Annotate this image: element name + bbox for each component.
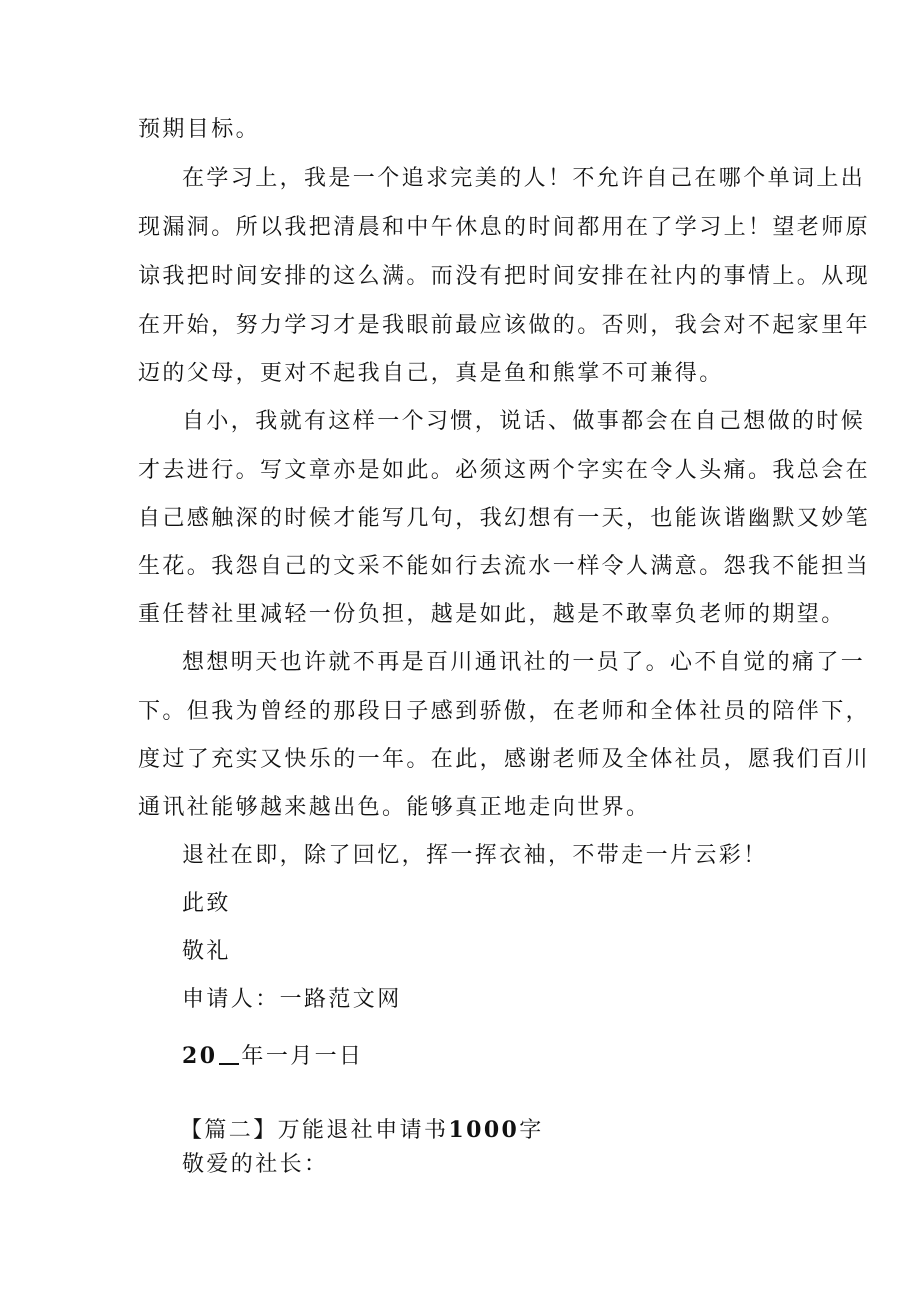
section-title xyxy=(180,1115,840,1146)
paragraph-line: 想想明天也许就不再是百川通讯社的一员了。心不自觉的痛了一 xyxy=(182,650,866,675)
paragraph-line: 谅我把时间安排的这么满。而没有把时间安排在社内的事情上。从现 xyxy=(138,264,871,289)
paragraph-line: 在开始，努力学习才是我眼前最应该做的。否则，我会对不起家里年 xyxy=(138,313,871,338)
section-title-prefix: 【篇二】万能退社申请书 xyxy=(180,1118,449,1143)
closing-line: 敬礼 xyxy=(182,939,231,964)
applicant-line: 申请人：一路范文网 xyxy=(182,987,402,1012)
paragraph-line: 重任替社里减轻一份负担，越是如此，越是不敢辜负老师的期望。 xyxy=(138,602,846,627)
salutation: 敬爱的社长： xyxy=(182,1152,329,1177)
date-blank xyxy=(219,1043,239,1065)
paragraph-line: 生花。我怨自己的文采不能如行去流水一样令人满意。怨我不能担当 xyxy=(138,554,871,579)
paragraph-line: 通讯社能够越来越出色。能够真正地走向世界。 xyxy=(138,795,651,820)
section-title-suffix: 字 xyxy=(519,1118,544,1143)
paragraph-line: 自己感触深的时候才能写几句，我幻想有一天，也能诙谐幽默又妙笔 xyxy=(138,506,871,531)
paragraph-line: 自小，我就有这样一个习惯，说话、做事都会在自己想做的时候 xyxy=(182,409,866,434)
paragraph-line: 现漏洞。所以我把清晨和中午休息的时间都用在了学习上！望老师原 xyxy=(138,215,871,240)
paragraph-line: 才去进行。写文章亦是如此。必须这两个字实在令人头痛。我总会在 xyxy=(138,458,871,483)
date-line xyxy=(182,1041,842,1072)
paragraph-line: 下。但我为曾经的那段日子感到骄傲，在老师和全体社员的陪伴下， xyxy=(138,699,871,724)
paragraph-line: 在学习上，我是一个追求完美的人！不允许自己在哪个单词上出 xyxy=(182,166,866,191)
date-year: 20 xyxy=(182,1043,218,1069)
paragraph-line: 退社在即，除了回忆，挥一挥衣袖，不带走一片云彩！ xyxy=(182,843,768,868)
date-rest: 年一月一日 xyxy=(241,1044,364,1069)
section-title-number: 1000 xyxy=(448,1117,520,1143)
paragraph-line: 迈的父母，更对不起我自己，真是鱼和熊掌不可兼得。 xyxy=(138,361,724,386)
closing-line: 此致 xyxy=(182,891,231,916)
paragraph-line: 度过了充实又快乐的一年。在此，感谢老师及全体社员，愿我们百川 xyxy=(138,747,871,772)
paragraph-line: 预期目标。 xyxy=(138,117,261,142)
